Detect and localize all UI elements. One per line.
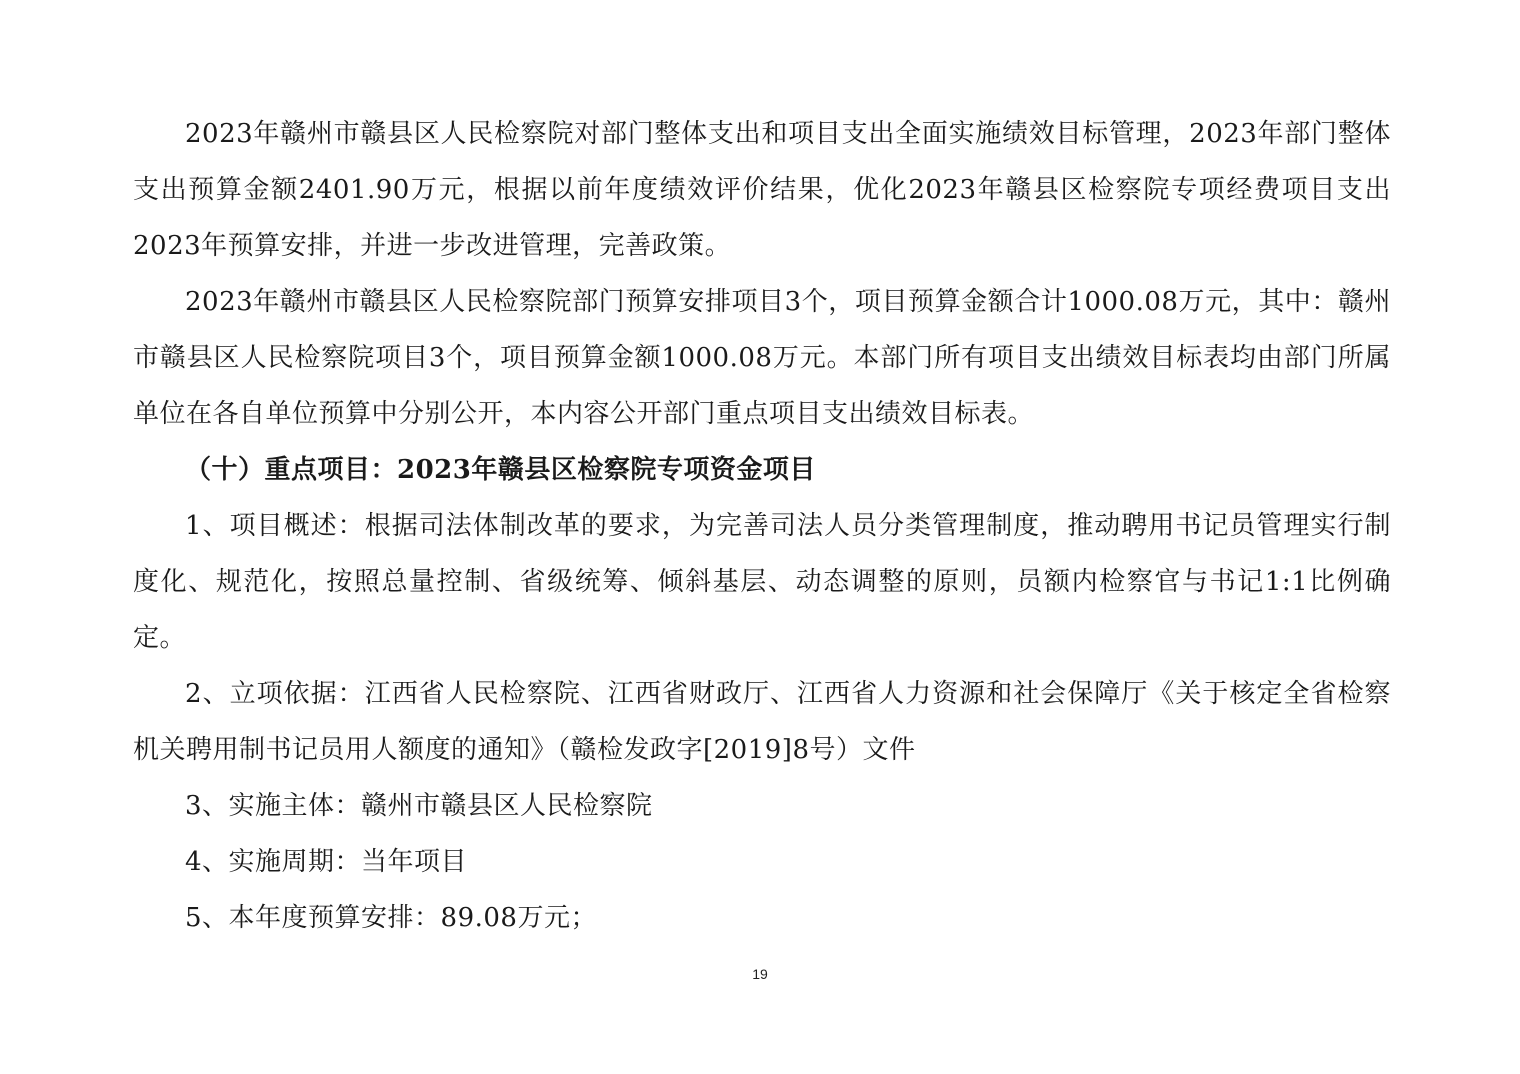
paragraph-project-arrangement: 2023年赣州市赣县区人民检察院部门预算安排项目3个，项目预算金额合计1000.08万元，其中：赣州市赣县区人民检察院项目3个，项目预算金额1000.08万元。本部门所有项目支出绩效目标表均由部门所属单位在各自单位预算中分别公开，本内容公开部门重点项目支出绩效目标表。: [133, 287, 1391, 429]
paragraph-budget-management: 2023年赣州市赣县区人民检察院对部门整体支出和项目支出全面实施绩效目标管理，2023年部门整体支出预算金额2401.90万元，根据以前年度绩效评价结果，优化2023年赣县区检察院专项经费项目支出2023年预算安排，并进一步改进管理，完善政策。: [133, 119, 1391, 261]
page-number: 19: [752, 966, 768, 982]
item-period: 4、实施周期：当年项目: [185, 847, 468, 877]
section-heading: （十）重点项目：2023年赣县区检察院专项资金项目: [185, 455, 816, 485]
item-implementer: 3、实施主体：赣州市赣县区人民检察院: [185, 791, 653, 821]
document-body: [133, 106, 1391, 946]
item-project-overview: 1、项目概述：根据司法体制改革的要求，为完善司法人员分类管理制度，推动聘用书记员管理实行制度化、规范化，按照总量控制、省级统筹、倾斜基层、动态调整的原则，员额内检察官与书记1:1比例确定。: [133, 511, 1391, 653]
item-budget: 5、本年度预算安排：89.08万元；: [185, 903, 597, 933]
item-project-basis: 2、立项依据：江西省人民检察院、江西省财政厅、江西省人力资源和社会保障厅《关于核定全省检察机关聘用制书记员用人额度的通知》（赣检发政字[2019]8号）文件: [133, 679, 1391, 765]
